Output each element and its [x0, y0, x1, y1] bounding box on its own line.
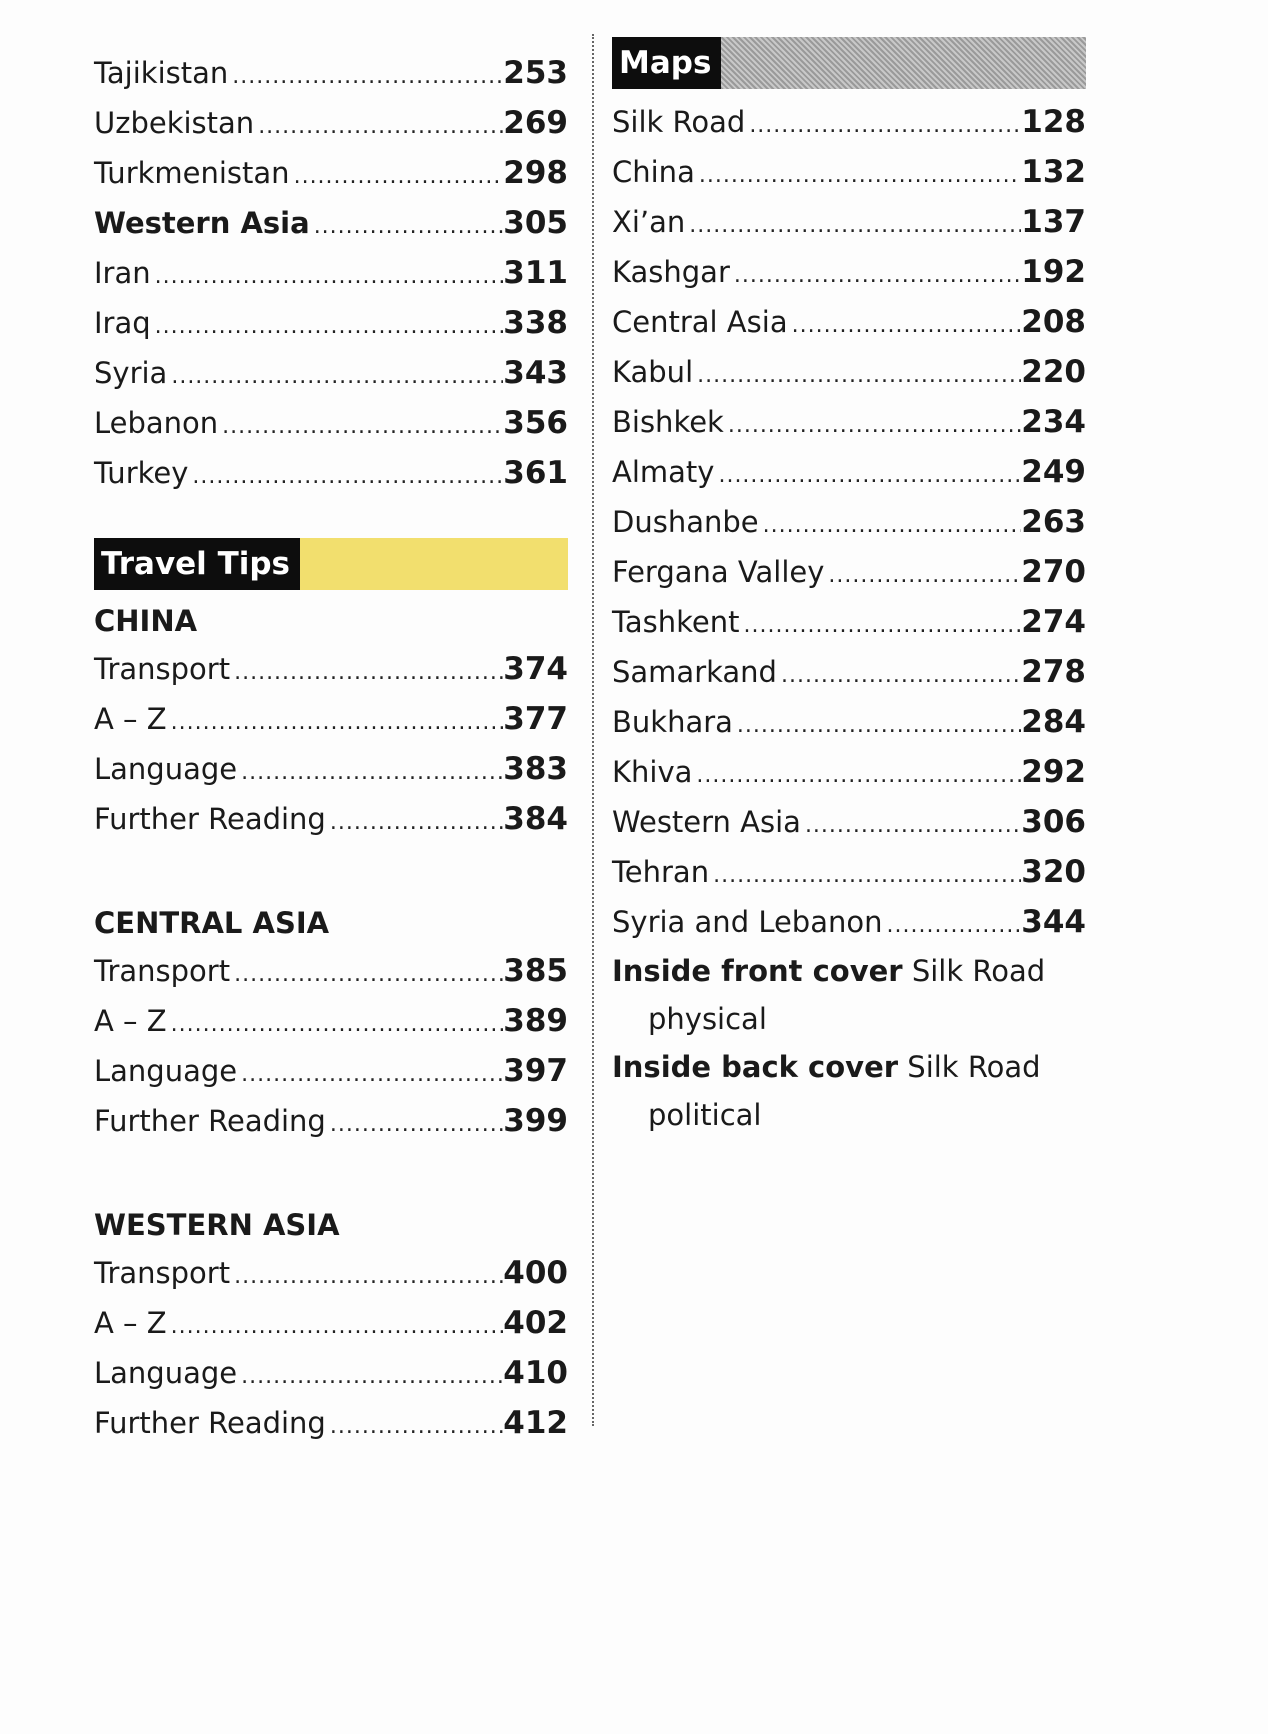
note-continuation: physical: [648, 1002, 767, 1036]
section-heading: CHINA: [94, 604, 198, 638]
cover-note: [612, 1043, 1086, 1139]
dot-leader: [222, 402, 503, 452]
maps-list: [612, 97, 1086, 947]
note-title: Inside back cover: [612, 1050, 899, 1084]
page-number: 399: [503, 1103, 568, 1139]
page-number: 306: [1021, 804, 1086, 840]
entry-label: Xi’an: [612, 205, 686, 239]
dot-leader: [155, 302, 504, 352]
page-number: 412: [503, 1405, 568, 1441]
dot-leader: [744, 601, 1022, 651]
entry-label: Bishkek: [612, 405, 724, 439]
dot-leader: [330, 1402, 503, 1452]
entry-label: China: [612, 155, 695, 189]
toc-entry[interactable]: [94, 996, 568, 1046]
entry-label: Khiva: [612, 755, 693, 789]
page-number: 253: [503, 55, 568, 91]
toc-entry[interactable]: [94, 744, 568, 794]
toc-entry[interactable]: [612, 397, 1086, 447]
page-number: 249: [1021, 454, 1086, 490]
dot-leader: [718, 451, 1021, 501]
dot-leader: [241, 1050, 503, 1100]
dot-leader: [171, 698, 504, 748]
toc-entry[interactable]: [94, 694, 568, 744]
entry-label: A – Z: [94, 1004, 167, 1038]
column-divider: [592, 34, 594, 1426]
page-number: 278: [1021, 654, 1086, 690]
toc-entry[interactable]: [612, 847, 1086, 897]
entry-label: Further Reading: [94, 802, 326, 836]
dot-leader: [234, 648, 503, 698]
note-title: Inside front cover: [612, 954, 903, 988]
entry-label: A – Z: [94, 702, 167, 736]
dot-leader: [713, 851, 1021, 901]
entry-label: Transport: [94, 1256, 231, 1290]
entry-label: Central Asia: [612, 305, 788, 339]
entry-label: Silk Road: [612, 105, 746, 139]
toc-entry[interactable]: [94, 98, 568, 148]
toc-entry[interactable]: [94, 1248, 568, 1298]
page-number: 311: [503, 255, 568, 291]
page-number: 343: [503, 355, 568, 391]
entry-label: Fergana Valley: [612, 555, 825, 589]
dot-leader: [734, 251, 1021, 301]
dot-leader: [887, 901, 1022, 951]
toc-entry[interactable]: [612, 97, 1086, 147]
dot-leader: [171, 1000, 504, 1050]
toc-entry[interactable]: [94, 448, 568, 498]
toc-entry[interactable]: [612, 197, 1086, 247]
toc-entry[interactable]: [94, 248, 568, 298]
entry-label: Samarkand: [612, 655, 777, 689]
dot-leader: [294, 152, 504, 202]
toc-entry[interactable]: [94, 1096, 568, 1146]
entry-label: Lebanon: [94, 406, 219, 440]
entry-label: Tajikistan: [94, 56, 229, 90]
toc-entry[interactable]: [612, 547, 1086, 597]
entry-label: Iran: [94, 256, 151, 290]
entry-label: Turkey: [94, 456, 189, 490]
dot-leader: [330, 1100, 503, 1150]
toc-entry[interactable]: [612, 447, 1086, 497]
dot-leader: [232, 52, 503, 102]
dot-leader: [241, 1352, 503, 1402]
dot-leader: [737, 701, 1021, 751]
page-number: 410: [503, 1355, 568, 1391]
entry-label: Kashgar: [612, 255, 730, 289]
toc-entry[interactable]: [94, 1298, 568, 1348]
dot-leader: [192, 452, 503, 502]
entry-label: Iraq: [94, 306, 151, 340]
entry-label: Kabul: [612, 355, 694, 389]
dot-leader: [234, 950, 503, 1000]
dot-leader: [171, 352, 503, 402]
dot-leader: [749, 101, 1021, 151]
toc-entry[interactable]: [612, 347, 1086, 397]
maps-title: Maps: [612, 37, 721, 89]
toc-entry[interactable]: [94, 644, 568, 694]
entry-label: Syria and Lebanon: [612, 905, 883, 939]
page-number: 208: [1021, 304, 1086, 340]
toc-entry[interactable]: [612, 747, 1086, 797]
toc-entry[interactable]: [94, 946, 568, 996]
entry-label: Syria: [94, 356, 168, 390]
toc-entry[interactable]: [94, 398, 568, 448]
entry-label: Transport: [94, 954, 231, 988]
page-number: 284: [1021, 704, 1086, 740]
page-number: 397: [503, 1053, 568, 1089]
dot-leader: [330, 798, 503, 848]
toc-entry[interactable]: [94, 298, 568, 348]
entry-label: Tashkent: [612, 605, 740, 639]
dot-leader: [234, 1252, 503, 1302]
toc-entry[interactable]: [612, 647, 1086, 697]
entry-label: Dushanbe: [612, 505, 759, 539]
entry-label: Uzbekistan: [94, 106, 255, 140]
dot-leader: [697, 351, 1021, 401]
page-number: 385: [503, 953, 568, 989]
section-heading: CENTRAL ASIA: [94, 906, 330, 940]
header-band: [300, 538, 568, 590]
page-number: 383: [503, 751, 568, 787]
toc-entry[interactable]: [612, 597, 1086, 647]
entry-label: Transport: [94, 652, 231, 686]
dot-leader: [792, 301, 1022, 351]
dot-leader: [689, 201, 1021, 251]
country-list: [94, 48, 568, 498]
toc-entry[interactable]: [94, 1348, 568, 1398]
page-number: 269: [503, 105, 568, 141]
toc-entry[interactable]: [94, 198, 568, 248]
entry-label: Tehran: [612, 855, 710, 889]
page-number: 377: [503, 701, 568, 737]
cover-notes: [612, 947, 1086, 1139]
page-number: 263: [1021, 504, 1086, 540]
dot-leader: [155, 252, 504, 302]
dot-leader: [314, 202, 504, 252]
toc-entry[interactable]: [94, 794, 568, 844]
entry-label: Further Reading: [94, 1406, 326, 1440]
page-number: 234: [1021, 404, 1086, 440]
page-number: 274: [1021, 604, 1086, 640]
toc-entry[interactable]: [94, 1398, 568, 1448]
travel-tips-header: [94, 538, 568, 590]
toc-entry[interactable]: [94, 1046, 568, 1096]
section-heading: WESTERN ASIA: [94, 1208, 340, 1242]
toc-entry[interactable]: [612, 247, 1086, 297]
entry-label: Western Asia: [94, 206, 310, 240]
page-number: 137: [1021, 204, 1086, 240]
page-number: 292: [1021, 754, 1086, 790]
entry-label: Language: [94, 1356, 238, 1390]
page-number: 270: [1021, 554, 1086, 590]
page-number: 320: [1021, 854, 1086, 890]
toc-entry[interactable]: [612, 897, 1086, 947]
toc-entry[interactable]: [94, 148, 568, 198]
page-number: 128: [1021, 104, 1086, 140]
page-number: 192: [1021, 254, 1086, 290]
page-number: 344: [1021, 904, 1086, 940]
note-text: Silk Road: [907, 1050, 1041, 1084]
entry-label: Language: [94, 1054, 238, 1088]
entry-label: A – Z: [94, 1306, 167, 1340]
entry-label: Turkmenistan: [94, 156, 290, 190]
toc-entry[interactable]: [94, 48, 568, 98]
left-column: [94, 48, 568, 1448]
page-number: 402: [503, 1305, 568, 1341]
page-number: 305: [503, 205, 568, 241]
dot-leader: [728, 401, 1021, 451]
toc-entry[interactable]: [612, 147, 1086, 197]
page-number: 132: [1021, 154, 1086, 190]
entry-label: Almaty: [612, 455, 715, 489]
entry-label: Language: [94, 752, 238, 786]
page-number: 389: [503, 1003, 568, 1039]
toc-entry[interactable]: [612, 697, 1086, 747]
dot-leader: [696, 751, 1021, 801]
page-number: 384: [503, 801, 568, 837]
page-number: 361: [503, 455, 568, 491]
dot-leader: [763, 501, 1022, 551]
dot-leader: [699, 151, 1021, 201]
dot-leader: [258, 102, 503, 152]
dot-leader: [781, 651, 1021, 701]
page-number: 338: [503, 305, 568, 341]
note-text: Silk Road: [911, 954, 1046, 988]
travel-tips-list: [94, 590, 568, 1448]
maps-header: [612, 37, 1086, 89]
page-number: 298: [503, 155, 568, 191]
page-number: 374: [503, 651, 568, 687]
entry-label: Bukhara: [612, 705, 733, 739]
page-number: 400: [503, 1255, 568, 1291]
toc-entry[interactable]: [94, 348, 568, 398]
dot-leader: [805, 801, 1021, 851]
page-number: 356: [503, 405, 568, 441]
entry-label: Further Reading: [94, 1104, 326, 1138]
cover-note: [612, 947, 1086, 1043]
toc-entry[interactable]: [612, 797, 1086, 847]
header-band: [721, 37, 1086, 89]
dot-leader: [241, 748, 503, 798]
toc-entry[interactable]: [612, 297, 1086, 347]
dot-leader: [828, 551, 1021, 601]
page-number: 220: [1021, 354, 1086, 390]
dot-leader: [171, 1302, 504, 1352]
travel-tips-title: Travel Tips: [94, 538, 300, 590]
entry-label: Western Asia: [612, 805, 801, 839]
toc-entry[interactable]: [612, 497, 1086, 547]
note-continuation: political: [648, 1098, 762, 1132]
right-column: [612, 37, 1086, 1139]
